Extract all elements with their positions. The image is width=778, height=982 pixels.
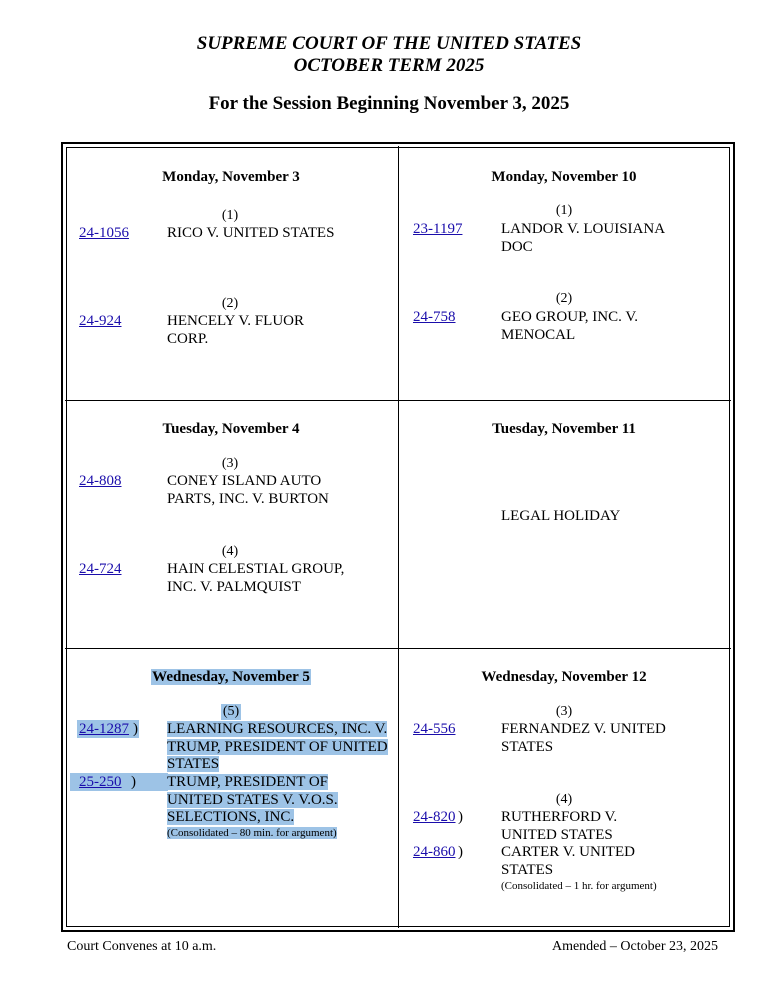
case-title-fernandez: FERNANDEZ V. UNITED STATES [501,721,666,755]
group-bracket: ) [133,721,138,737]
consolidated-note: (Consolidated – 1 hr. for argument) [501,880,657,892]
docket-link-24-924[interactable]: 24-924 [79,313,122,329]
consolidated-note [167,827,337,840]
row-divider-2 [65,648,731,649]
day-wednesday-nov-5 [66,668,396,686]
term-title: OCTOBER TERM 2025 [293,55,485,76]
column-divider [398,146,399,928]
row-divider-1 [65,400,731,401]
docket-link-24-556[interactable]: 24-556 [413,721,456,737]
docket-link-24-724[interactable]: 24-724 [79,561,122,577]
case-number: (4) [555,792,573,807]
docket-link-24-1287[interactable]: 24-1287 [79,721,129,737]
case-title-vos-selections [167,774,367,827]
case-title-learning-resources-text: LEARNING RESOURCES, INC. V. TRUMP, PRESIDENT OF UNITED STATES [167,721,388,772]
case-title-rutherford: RUTHERFORD V. UNITED STATES [501,809,618,843]
case-number: (1) [221,208,239,223]
case-number: (1) [555,203,573,218]
case-title-hencely: HENCELY V. FLUOR CORP. [167,313,304,347]
court-title: SUPREME COURT OF THE UNITED STATES [196,33,582,54]
legal-holiday: LEGAL HOLIDAY [501,508,621,524]
day-tuesday-nov-4: Tuesday, November 4 [162,421,300,437]
footer-convenes: Court Convenes at 10 a.m. [67,939,217,954]
footer-amended: Amended – October 23, 2025 [551,939,718,954]
case-number: (3) [555,704,573,719]
docket-link-24-860[interactable]: 24-860 [413,844,456,860]
case-number: (2) [555,291,573,306]
case-title-learning-resources [167,721,397,774]
case-title-landor: LANDOR V. LOUISIANA DOC [501,221,665,255]
group-bracket: ) [458,809,463,825]
docket-link-24-808[interactable]: 24-808 [79,473,122,489]
case-number: (2) [221,296,239,311]
group-bracket: ) [458,844,463,860]
docket-link-24-758[interactable]: 24-758 [413,309,456,325]
docket-link-25-250[interactable]: 25-250 [79,774,122,790]
docket-link-24-820[interactable]: 24-820 [413,809,456,825]
docket-link-24-1056[interactable]: 24-1056 [79,225,129,241]
day-monday-nov-3: Monday, November 3 [162,169,300,185]
group-bracket: ) [131,774,136,790]
case-title-coney-island: CONEY ISLAND AUTO PARTS, INC. V. BURTON [167,473,329,507]
case-title-geo-group: GEO GROUP, INC. V. MENOCAL [501,309,638,343]
day-wednesday-nov-12: Wednesday, November 12 [481,669,647,685]
case-title-vos-selections-text: TRUMP, PRESIDENT OF UNITED STATES V. V.O.S. SELECTIONS, INC. [167,774,338,825]
day-wednesday-nov-5-label: Wednesday, November 5 [152,669,310,685]
case-title-carter: CARTER V. UNITED STATES [501,844,635,878]
case-number: (4) [221,544,239,559]
day-monday-nov-10: Monday, November 10 [491,169,637,185]
case-title-rico: RICO V. UNITED STATES [167,225,335,241]
case-number: (5) [222,704,240,719]
day-tuesday-nov-11: Tuesday, November 11 [492,421,636,437]
case-title-hain-celestial: HAIN CELESTIAL GROUP, INC. V. PALMQUIST [167,561,345,595]
docket-link-23-1197[interactable]: 23-1197 [413,221,463,237]
case-number: (3) [221,456,239,471]
session-title: For the Session Beginning November 3, 2025 [208,93,570,114]
consolidated-note-text: (Consolidated – 80 min. for argument) [167,827,337,839]
